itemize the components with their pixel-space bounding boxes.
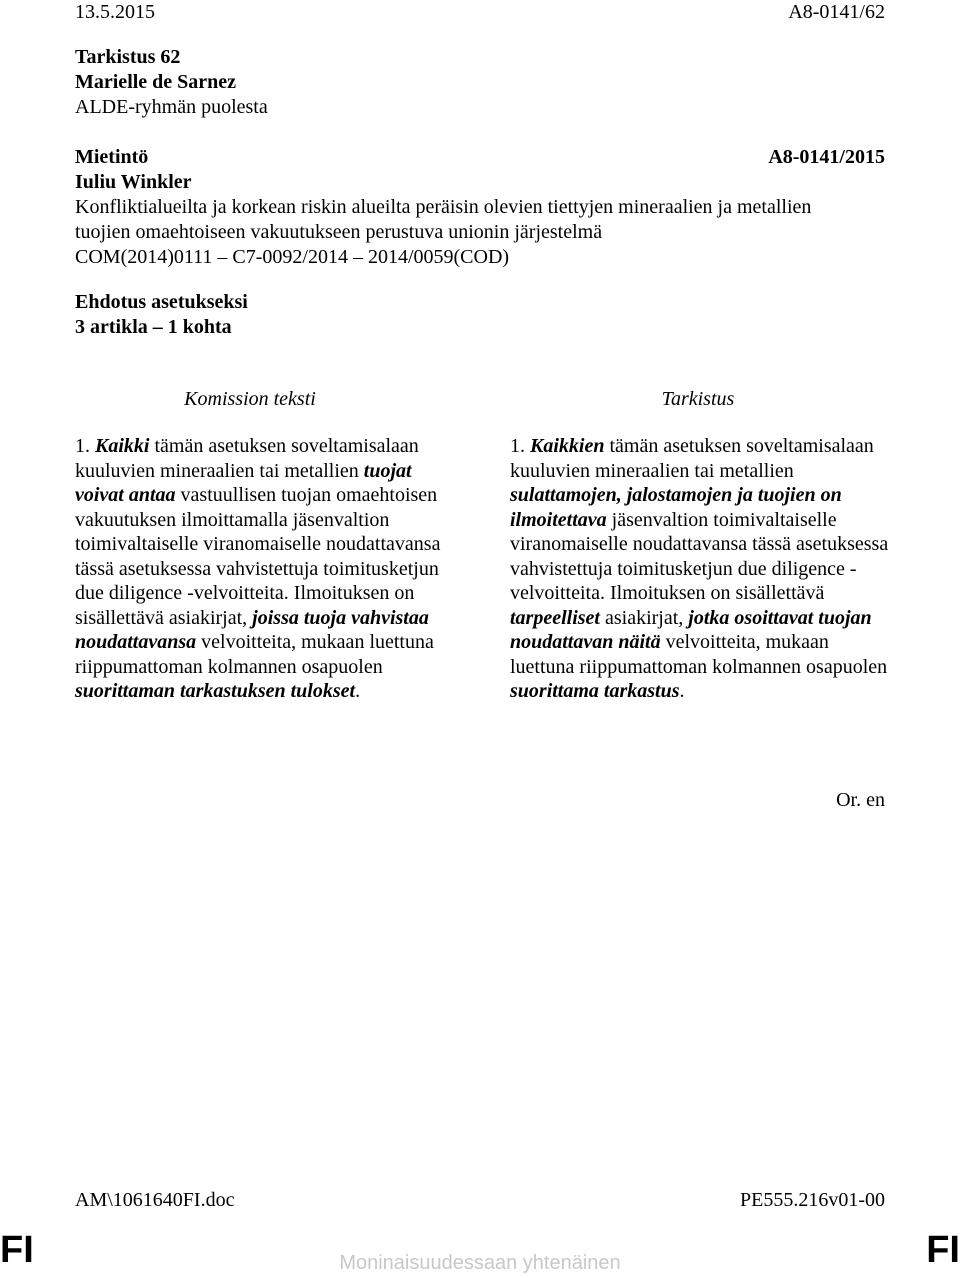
amendment-text-part: Kaikkien bbox=[530, 435, 605, 457]
commission-text bbox=[75, 434, 460, 704]
header-date: 13.5.2015 bbox=[75, 1, 155, 23]
commission-text-part: vastuullisen tuojan omaehtoisen vakuutuksen ilmoittamalla jäsenvaltion toimivaltaiselle viranomaiselle noudattavansa tässä asetuksessa vahvistettuja toimitusketjun due diligence -velvoitteita. Ilmoituksen on sisällettävä asiakirjat, bbox=[75, 484, 441, 629]
language-mark-right: FI bbox=[926, 1229, 960, 1271]
commission-text-part: tuojat voivat antaa bbox=[75, 459, 412, 506]
commission-text-part: velvoitteita, mukaan luettuna riippumattoman kolmannen osapuolen bbox=[75, 631, 434, 678]
commission-text-part: Kaikki bbox=[95, 435, 150, 457]
report-block bbox=[75, 145, 885, 270]
amendment-text-part: suorittama tarkastus bbox=[510, 680, 680, 702]
amendment-text-part: tarpeelliset bbox=[510, 606, 600, 629]
amendment-block bbox=[75, 45, 885, 120]
amendment-text-part: sulattamojen, jalostamojen ja tuojien on ilmoitettava bbox=[510, 484, 842, 531]
eu-motto: Moninaisuudessaan yhtenäinen bbox=[339, 1252, 621, 1274]
proposal-label: Ehdotus asetukseksi bbox=[75, 291, 248, 313]
amendment-text-part: jotka osoittavat tuojan noudattavan näitä bbox=[510, 606, 872, 653]
amendment-text bbox=[510, 434, 895, 704]
amendment-heading: Tarkistus bbox=[661, 388, 735, 410]
amendment-group: ALDE-ryhmän puolesta bbox=[75, 96, 268, 118]
report-procedure: COM(2014)0111 – C7-0092/2014 – 2014/0059(COD) bbox=[75, 246, 510, 268]
commission-text-part: tämän asetuksen soveltamisalaan kuuluvien mineraalien tai metallien bbox=[75, 435, 419, 482]
report-number: A8-0141/2015 bbox=[768, 146, 885, 168]
report-rapporteur: Iuliu Winkler bbox=[75, 171, 192, 193]
commission-text-part: suorittaman tarkastuksen tulokset bbox=[75, 680, 356, 702]
commission-text-part: . bbox=[355, 680, 361, 702]
report-label: Mietintö bbox=[75, 146, 149, 168]
commission-text-part: joissa tuoja vahvistaa noudattavansa bbox=[75, 606, 429, 653]
amendment-text-part: 1. bbox=[510, 435, 530, 457]
amendment-text-part: asiakirjat, bbox=[599, 606, 689, 629]
amendment-text-part: . bbox=[679, 680, 685, 702]
amendment-author: Marielle de Sarnez bbox=[75, 71, 237, 93]
commission-text-part: 1. bbox=[75, 435, 95, 457]
language-mark-left: FI bbox=[0, 1229, 34, 1271]
proposal-article: 3 artikla – 1 kohta bbox=[75, 316, 232, 338]
amendment-text-part: tämän asetuksen soveltamisalaan kuuluvien mineraalien tai metallien bbox=[510, 435, 874, 482]
proposal-block bbox=[75, 290, 885, 340]
footer-doc-ref: AM\1061640FI.doc bbox=[75, 1189, 235, 1211]
report-title-line1: Konfliktialueilta ja korkean riskin alueilta peräisin olevien tiettyjen mineraalien ja metallien bbox=[75, 196, 812, 218]
amendment-text-part: velvoitteita, mukaan luettuna riippumattoman kolmannen osapuolen bbox=[510, 631, 888, 678]
amendment-title: Tarkistus 62 bbox=[75, 46, 181, 68]
original-language: Or. en bbox=[836, 789, 885, 811]
amendment-text-part: jäsenvaltion toimivaltaiselle viranomaiselle noudattavansa tässä asetuksessa vahvistettuja toimitusketjun due diligence -velvoitteita. Ilmoituksen on sisällettävä bbox=[510, 508, 889, 604]
footer-pe-ref: PE555.216v01-00 bbox=[740, 1189, 885, 1211]
header-reference: A8-0141/62 bbox=[788, 1, 885, 23]
report-title-line2: tuojien omaehtoiseen vakuutukseen perustuva unionin järjestelmä bbox=[75, 221, 603, 243]
commission-text-heading: Komission teksti bbox=[184, 388, 316, 410]
